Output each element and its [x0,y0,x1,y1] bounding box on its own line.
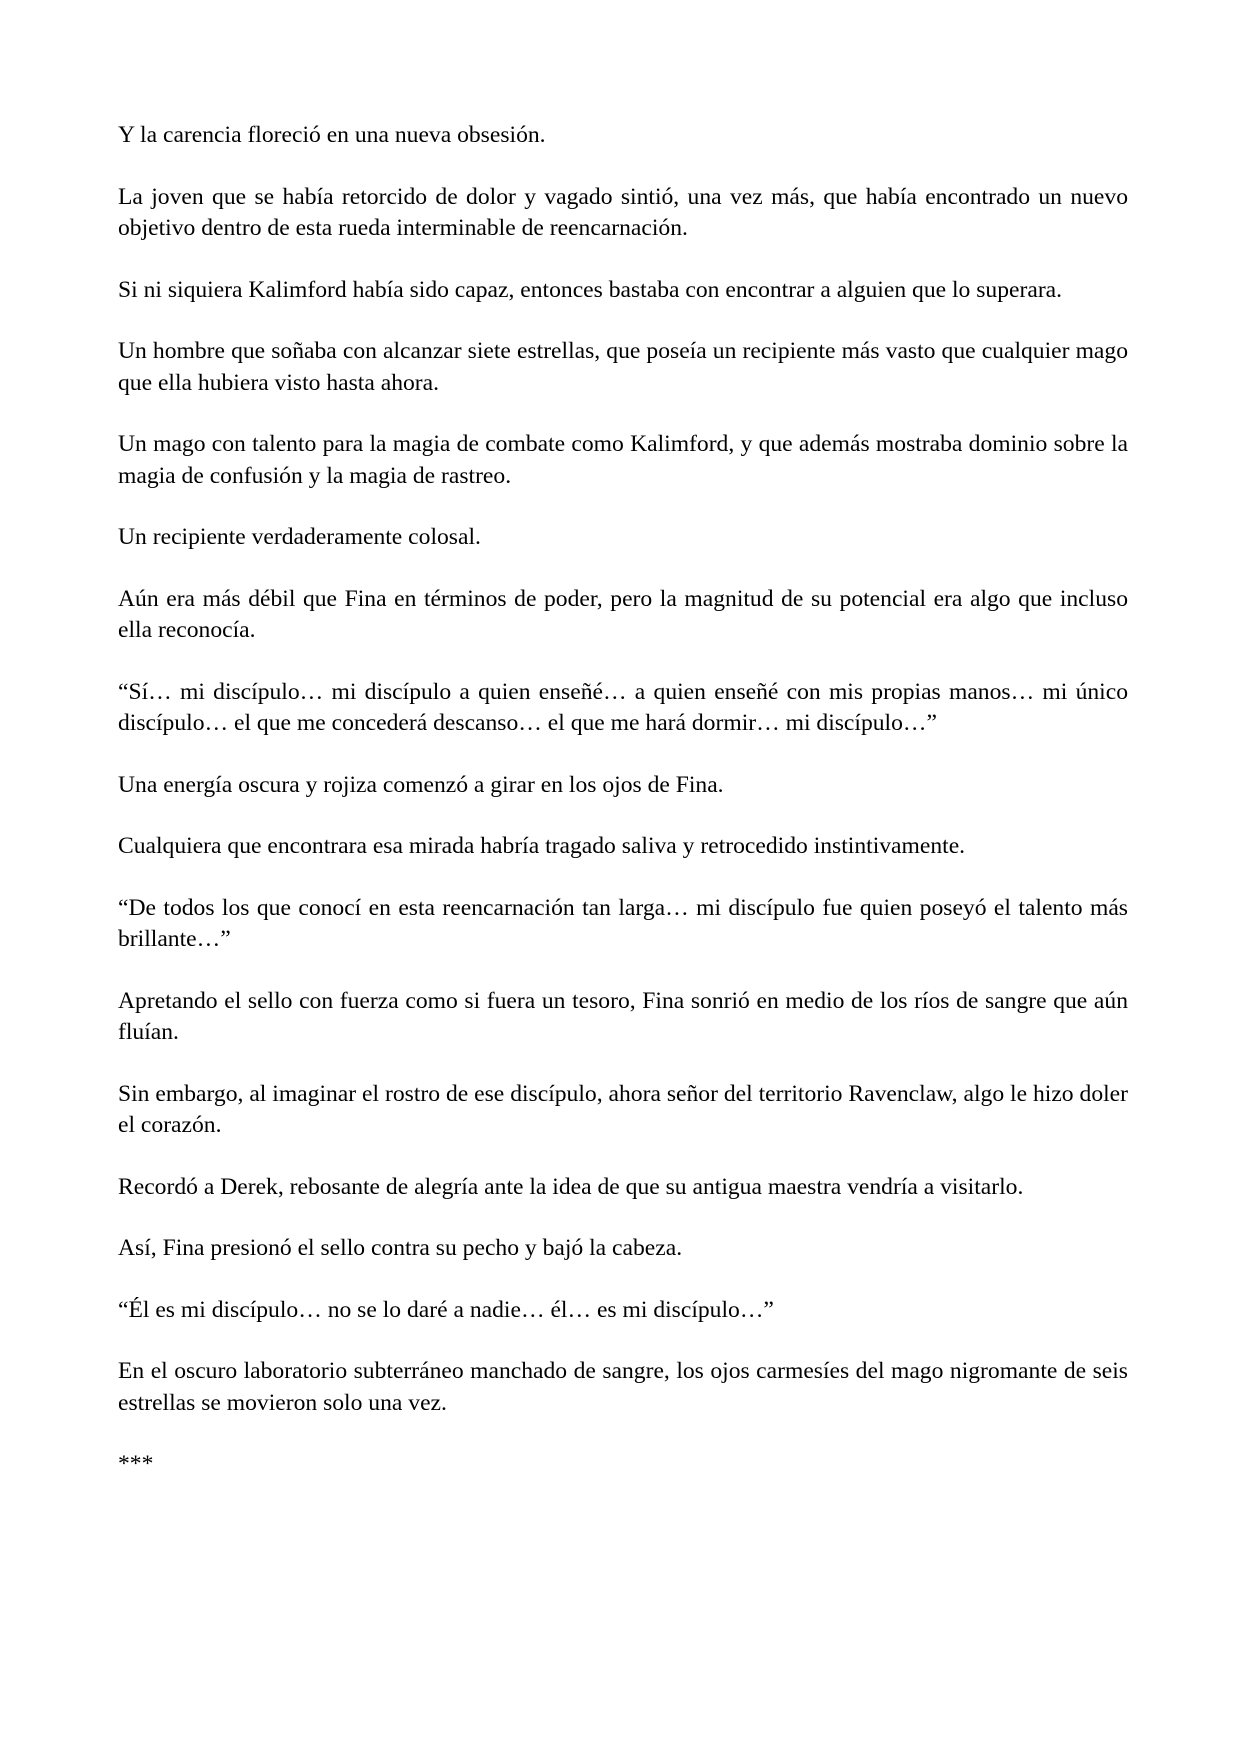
paragraph-14: Recordó a Derek, rebosante de alegría ante la idea de que su antigua maestra vendría a visitarlo. [118,1173,1024,1200]
paragraph-15: Así, Fina presionó el sello contra su pecho y bajó la cabeza. [118,1235,683,1261]
paragraph-13: Sin embargo, al imaginar el rostro de ese discípulo, ahora señor del territorio Ravenclaw, algo le hizo doler el corazón. [118,1080,1128,1138]
paragraph-12: Apretando el sello con fuerza como si fuera un tesoro, Fina sonrió en medio de los ríos de sangre que aún fluían. [118,987,1128,1045]
paragraph-6: Un recipiente verdaderamente colosal. [118,524,481,550]
paragraph-1: Y la carencia floreció en una nueva obsesión. [118,122,546,148]
document-body [118,120,1128,1481]
paragraph-17: En el oscuro laboratorio subterráneo manchado de sangre, los ojos carmesíes del mago nigromante de seis estrellas se movieron solo una vez. [118,1358,1128,1416]
paragraph-8: “Sí… mi discípulo… mi discípulo a quien enseñé… a quien enseñé con mis propias manos… mi único discípulo… el que me concederá descanso… el que me hará dormir… mi discípulo…” [118,678,1128,736]
paragraph-4: Un hombre que soñaba con alcanzar siete estrellas, que poseía un recipiente más vasto que cualquier mago que ella hubiera visto hasta ahora. [118,338,1128,396]
paragraph-9: Una energía oscura y rojiza comenzó a girar en los ojos de Fina. [118,771,724,798]
paragraph-3: Si ni siquiera Kalimford había sido capaz, entonces bastaba con encontrar a alguien que lo superara. [118,276,1063,303]
paragraph-10: Cualquiera que encontrara esa mirada habría tragado saliva y retrocedido instintivamente. [118,833,966,859]
paragraph-11: “De todos los que conocí en esta reencarnación tan larga… mi discípulo fue quien poseyó el talento más brillante…” [118,894,1128,952]
paragraph-2: La joven que se había retorcido de dolor y vagado sintió, una vez más, que había encontrado un nuevo objetivo dentro de esta rueda interminable de reencarnación. [118,183,1128,241]
paragraph-7: Aún era más débil que Fina en términos de poder, pero la magnitud de su potencial era algo que incluso ella reconocía. [118,585,1128,643]
paragraph-16: “Él es mi discípulo… no se lo daré a nadie… él… es mi discípulo…” [118,1296,774,1323]
paragraph-5: Un mago con talento para la magia de combate como Kalimford, y que además mostraba dominio sobre la magia de confusión y la magia de rastreo. [118,431,1128,489]
scene-break-separator: *** [118,1451,154,1477]
